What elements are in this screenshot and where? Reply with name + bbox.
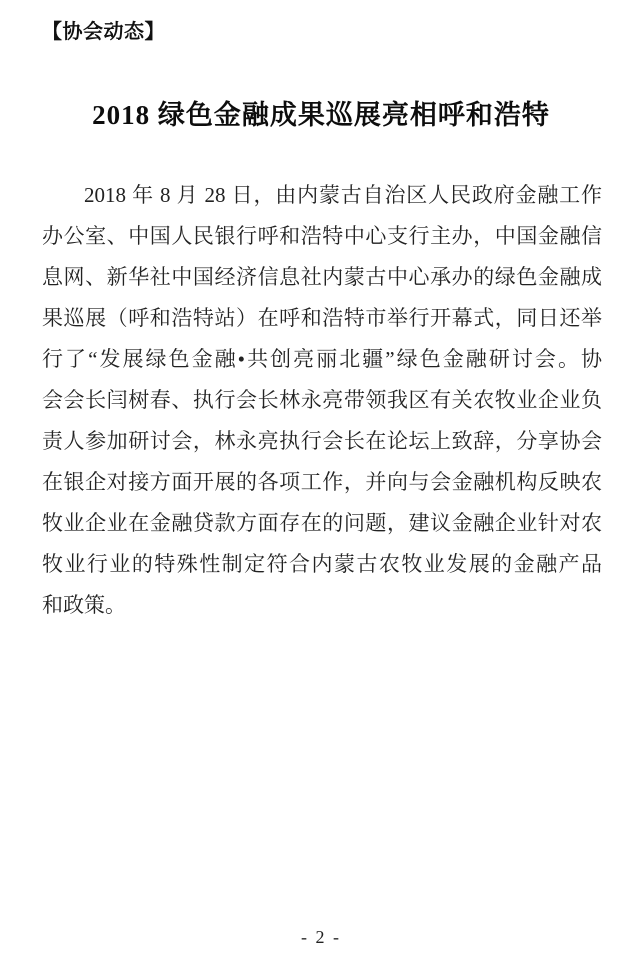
page-number: - 2 - bbox=[301, 927, 341, 947]
body-text-line: 牧业企业在金融贷款方面存在的问题，建议金融企业针对农 bbox=[42, 511, 602, 535]
body-text-line: 办公室、中国人民银行呼和浩特中心支行主办，中国金融信 bbox=[42, 224, 602, 248]
body-text-line: 责人参加研讨会，林永亮执行会长在论坛上致辞，分享协会 bbox=[42, 429, 602, 453]
body-text-line: 在银企对接方面开展的各项工作，并向与会金融机构反映农 bbox=[42, 470, 602, 494]
body-text-line: 会会长闫树春、执行会长林永亮带领我区有关农牧业企业负 bbox=[42, 388, 602, 412]
section-tag: 【协会动态】 bbox=[42, 21, 165, 43]
body-text-line: 行了“发展绿色金融•共创亮丽北疆”绿色金融研讨会。协 bbox=[42, 347, 602, 371]
body-text-line: 和政策。 bbox=[42, 593, 126, 617]
body-text-line: 2018 年 8 月 28 日，由内蒙古自治区人民政府金融工作 bbox=[84, 183, 602, 207]
body-text-line: 果巡展（呼和浩特站）在呼和浩特市举行开幕式，同日还举 bbox=[42, 306, 602, 330]
body-text-line: 息网、新华社中国经济信息社内蒙古中心承办的绿色金融成 bbox=[42, 265, 602, 289]
article-body bbox=[42, 175, 602, 626]
body-text-line: 牧业行业的特殊性制定符合内蒙古农牧业发展的金融产品 bbox=[42, 552, 602, 576]
document-title: 2018 绿色金融成果巡展亮相呼和浩特 bbox=[92, 100, 550, 130]
